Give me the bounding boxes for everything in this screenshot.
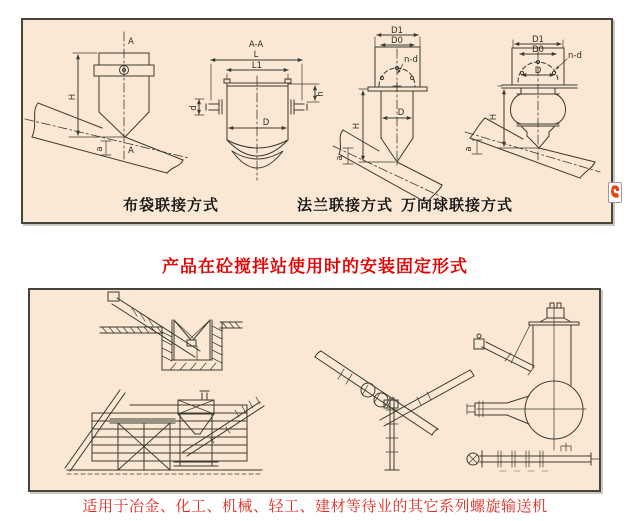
- applicability-note: 适用于冶金、化工、机械、轻工、建材等待业的其它系列螺旋输送机: [82, 497, 548, 515]
- bag-height-label: H: [68, 93, 78, 101]
- caption-ball-connection: 万向球联接方式: [400, 196, 513, 214]
- bag-gap-label: a: [95, 146, 105, 152]
- flange-connection-view: [333, 35, 444, 203]
- bag-section-mark-bottom: A: [128, 146, 134, 156]
- pit-installation-drawing: [100, 292, 242, 370]
- caption-flange-connection: 法兰联接方式: [296, 196, 393, 214]
- ball-bolt-holes-label: n-d: [568, 51, 582, 61]
- red-glyph-icon: [609, 183, 621, 202]
- bolt-dia-label: d: [189, 105, 199, 111]
- installation-drawing: [30, 290, 599, 486]
- section-diameter-label: D: [262, 118, 270, 128]
- flange-outer-dia-label: D1: [391, 26, 403, 36]
- bag-connection-side-view: [25, 32, 189, 173]
- installation-panel: [28, 288, 601, 492]
- image-placeholder-icon: [608, 182, 622, 203]
- ball-outer-dia-label: D1: [532, 35, 544, 45]
- ball-bolt-circle-label: D0: [532, 45, 544, 55]
- silo-installation-drawing: [467, 303, 599, 471]
- bolt-height-label: h: [316, 91, 326, 97]
- ball-height-label: H: [489, 113, 499, 121]
- section-view-title: A-A: [248, 40, 264, 50]
- flange-gap-label: a: [335, 155, 345, 161]
- flange-bolt-circle-label: D0: [391, 36, 403, 46]
- installation-title: 产品在砼搅拌站使用时的安装固定形式: [162, 257, 468, 277]
- platform-installation-drawing: [65, 390, 264, 474]
- ball-gap-label: a: [464, 146, 474, 152]
- connection-methods-drawing: [23, 20, 611, 222]
- flange-height-label: H: [352, 122, 362, 130]
- length-inner-label: L1: [251, 61, 263, 71]
- bag-section-mark-top: A: [128, 37, 134, 47]
- flange-bolt-holes-label: n-d: [404, 55, 418, 65]
- caption-bag-connection: 布袋联接方式: [122, 196, 219, 214]
- length-label: L: [253, 50, 259, 60]
- flange-diameter-label: D: [397, 108, 405, 118]
- connection-methods-panel: [21, 18, 613, 224]
- joint-detail-drawing: [315, 351, 474, 470]
- bag-connection-section-view: [195, 60, 319, 180]
- ball-diameter-label: D: [534, 66, 542, 76]
